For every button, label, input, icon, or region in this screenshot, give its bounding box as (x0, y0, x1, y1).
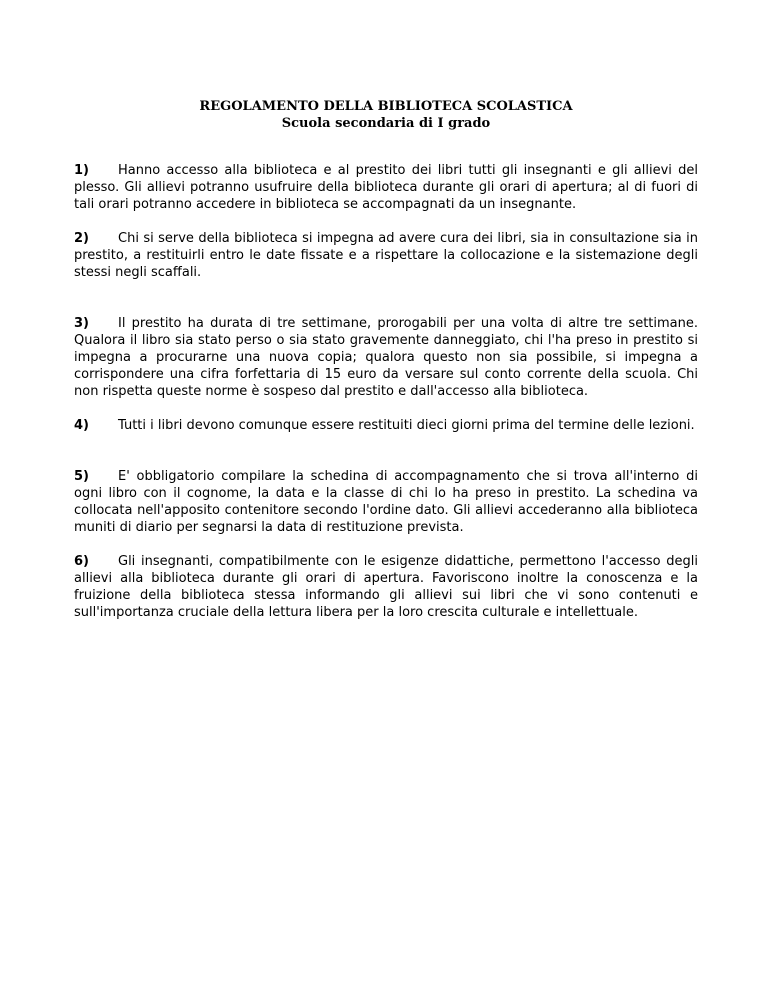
spacer (74, 281, 698, 315)
article-5 (74, 468, 698, 536)
article-text: Il prestito ha durata di tre settimane, prorogabili per una volta di altre tre settimane. Qualora il libro sia stato perso o sia stato gravemente danneggiato, chi l'ha preso in prestito si impegna a procurarne una nuova copia; qualora questo non sia possibile, si impegna a corrispondere una cifra forfettaria di 15 euro da versare sul conto corrente della scuola. Chi non rispetta queste norme è sospeso dal prestito e dall'accesso alla biblioteca. (74, 316, 698, 399)
spacer (74, 213, 698, 230)
article-3 (74, 315, 698, 400)
document-page (74, 98, 698, 621)
article-text: Hanno accesso alla biblioteca e al prestito dei libri tutti gli insegnanti e gli allievi del plesso. Gli allievi potranno usufruire della biblioteca durante gli orari di apertura; al di fuori di tali orari potranno accedere in biblioteca se accompagnati da un insegnante. (74, 163, 698, 212)
article-text: E' obbligatorio compilare la schedina di accompagnamento che si trova all'interno di ogni libro con il cognome, la data e la classe di chi lo ha preso in prestito. La schedina va collocata nell'apposito contenitore secondo l'ordine dato. Gli allievi accederanno alla biblioteca muniti di diario per segnarsi la data di restituzione prevista. (74, 469, 698, 535)
spacer (74, 400, 698, 417)
article-text: Chi si serve della biblioteca si impegna ad avere cura dei libri, sia in consultazione sia in prestito, a restituirli entro le date fissate e a rispettare la collocazione e la sistemazione degli stessi negli scaffali. (74, 231, 698, 280)
article-1 (74, 162, 698, 213)
article-number: 3) (74, 316, 89, 331)
article-text: Gli insegnanti, compatibilmente con le esigenze didattiche, permettono l'accesso degli allievi alla biblioteca durante gli orari di apertura. Favoriscono inoltre la conoscenza e la fruizione della biblioteca stessa informando gli allievi sui libri che vi sono contenuti e sull'importanza cruciale della lettura libera per la loro crescita culturale e intellettuale. (74, 554, 698, 620)
spacer (74, 434, 698, 468)
article-2 (74, 230, 698, 281)
article-number: 2) (74, 231, 89, 246)
spacer (74, 536, 698, 553)
article-number: 1) (74, 163, 89, 178)
document-subtitle: Scuola secondaria di I grado (281, 116, 491, 131)
article-number: 6) (74, 554, 89, 569)
article-number: 4) (74, 418, 89, 433)
article-4 (74, 417, 698, 434)
article-number: 5) (74, 469, 89, 484)
article-6 (74, 553, 698, 621)
document-title: REGOLAMENTO DELLA BIBLIOTECA SCOLASTICA (199, 99, 573, 114)
spacer (74, 132, 698, 162)
article-text: Tutti i libri devono comunque essere restituiti dieci giorni prima del termine delle lezioni. (118, 418, 695, 433)
